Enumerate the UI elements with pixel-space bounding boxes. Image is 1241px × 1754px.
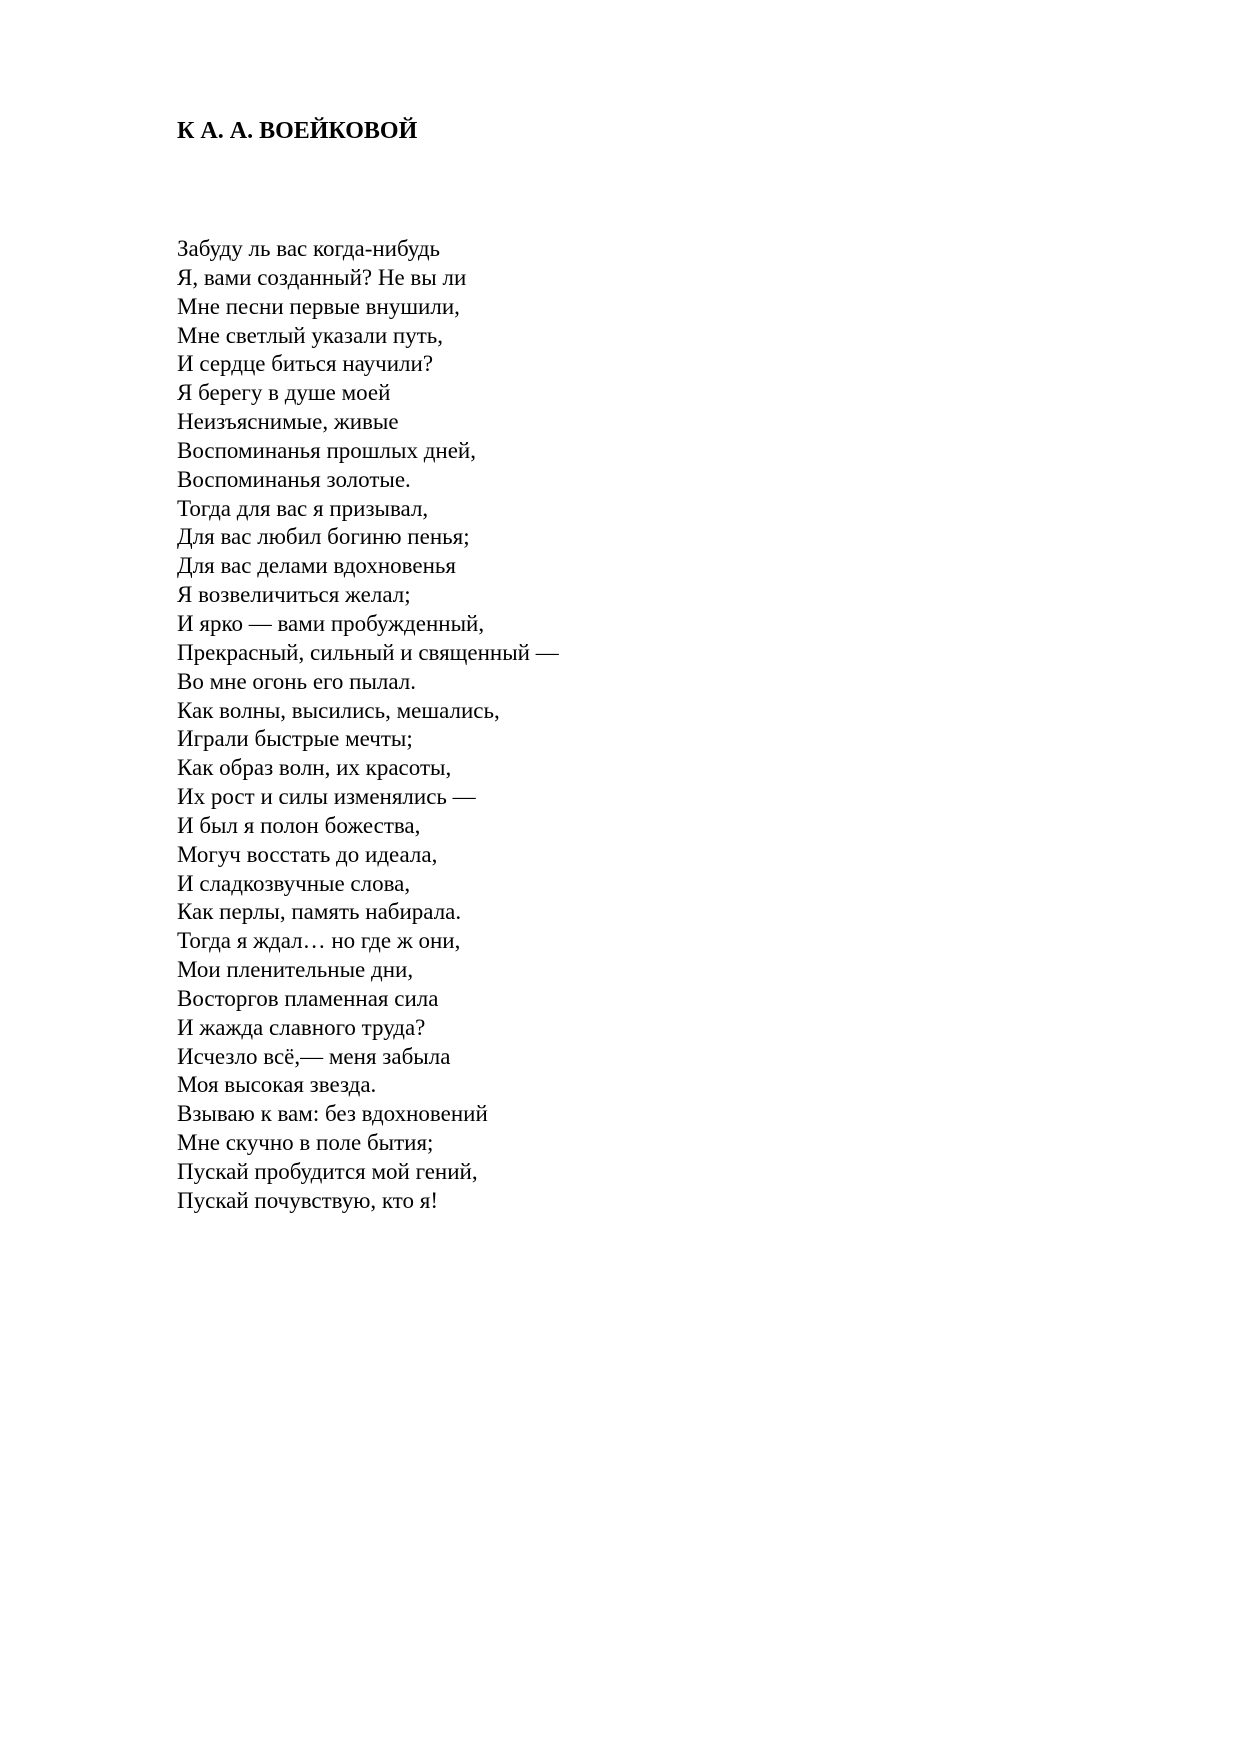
poem-line: И был я полон божества, <box>177 812 421 838</box>
poem-line: Для вас любил богиню пенья; <box>177 524 470 550</box>
poem-line: Воспоминанья золотые. <box>177 466 411 492</box>
poem-line: Как образ волн, их красоты, <box>177 755 452 781</box>
poem-line: Могуч восстать до идеала, <box>177 841 438 867</box>
poem-line: Во мне огонь его пылал. <box>177 668 417 694</box>
poem-line: Забуду ль вас когда-нибудь <box>177 236 441 261</box>
poem-line: Тогда для вас я призывал, <box>177 495 429 521</box>
poem-line: Мои пленительные дни, <box>177 957 414 983</box>
poem-body <box>177 235 559 1216</box>
poem-line: Для вас делами вдохновенья <box>177 553 456 579</box>
poem-title: К А. А. ВОЕЙКОВОЙ <box>177 118 418 144</box>
poem-line: Я, вами созданный? Не вы ли <box>177 264 467 290</box>
poem-line: Мне светлый указали путь, <box>177 322 443 348</box>
poem-line: Мне скучно в поле бытия; <box>177 1130 434 1156</box>
poem-line: И жажда славного труда? <box>177 1014 426 1040</box>
poem-line: Я возвеличиться желал; <box>177 582 411 608</box>
poem-line: Пускай пробудится мой гений, <box>177 1159 478 1184</box>
poem-line: Воспоминанья прошлых дней, <box>177 437 476 463</box>
poem-line: Моя высокая звезда. <box>177 1072 377 1098</box>
poem-line: Восторгов пламенная сила <box>177 985 439 1011</box>
poem-line: Как волны, высились, мешались, <box>177 697 500 723</box>
poem-line: Неизъяснимые, живые <box>177 409 399 435</box>
poem-line: И ярко — вами пробужденный, <box>177 610 485 636</box>
poem-line: Тогда я ждал… но где ж они, <box>177 928 461 954</box>
poem-line: Мне песни первые внушили, <box>177 293 460 319</box>
poem-line: И сердце биться научили? <box>177 351 434 377</box>
poem-line: Как перлы, память набирала. <box>177 899 462 925</box>
poem-line: Я берегу в душе моей <box>177 380 391 406</box>
poem-line: Играли быстрые мечты; <box>177 726 413 752</box>
poem-line: Прекрасный, сильный и священный — <box>177 639 559 665</box>
poem-line: Их рост и силы изменялись — <box>177 784 476 810</box>
poem-line: Исчезло всё,— меня забыла <box>177 1043 451 1069</box>
poem-line: Взываю к вам: без вдохновений <box>177 1101 488 1127</box>
poem-line: Пускай почувствую, кто я! <box>177 1187 439 1213</box>
poem-line: И сладкозвучные слова, <box>177 870 411 896</box>
